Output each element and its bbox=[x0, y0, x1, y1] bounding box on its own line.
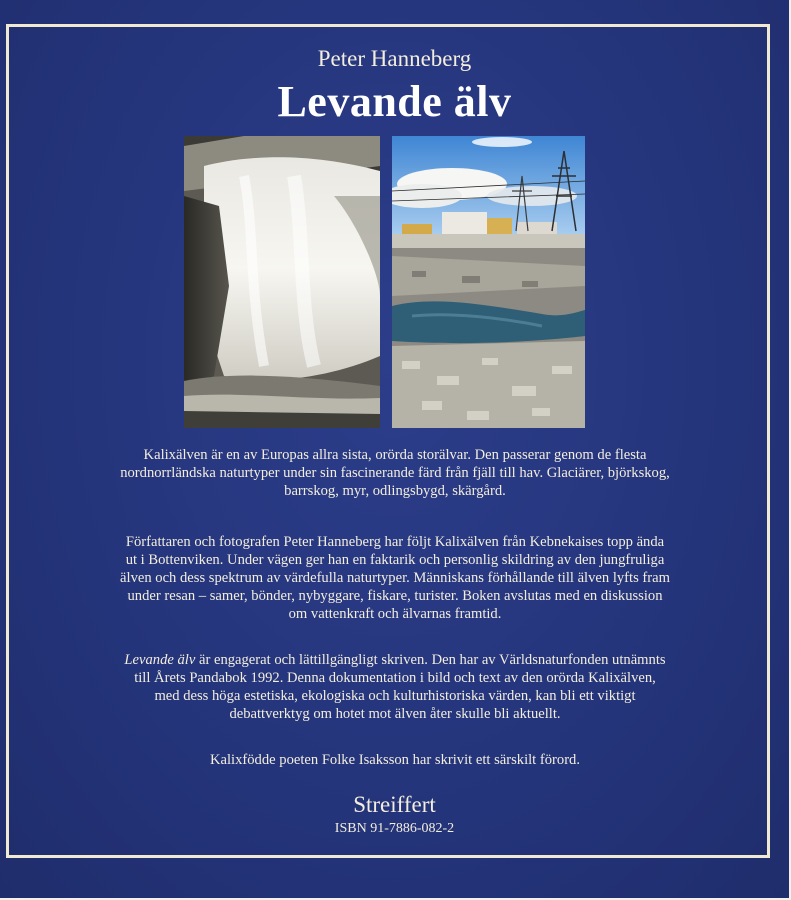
power-station-photo bbox=[392, 136, 585, 428]
power-station-illustration bbox=[392, 136, 585, 428]
book-title: Levande älv bbox=[277, 77, 512, 126]
waterfall-photo bbox=[184, 136, 380, 428]
cover-frame bbox=[6, 24, 770, 858]
blurb-paragraph-4: Kalixfödde poeten Folke Isaksson har skrivit ett särskilt förord. bbox=[209, 752, 581, 768]
blurb-paragraph-1: Kalixälven är en av Europas allra sista, orörda storälvar. Den passerar genom de flesta nordnorrländska naturtyper under sin fascinerande färd från fjäll till hav. Glaciärer, björkskog, barrskog, myr, odlingsbygd, skärgård. bbox=[120, 447, 670, 499]
blurb-title-reference: Levande älv bbox=[124, 652, 196, 668]
blurb-paragraph-2: Författaren och fotografen Peter Hanneberg har följt Kalixälven från Kebnekaises topp ända ut i Bottenviken. Under vägen ger han en faktarik och personlig skildring av den jungfruliga älven och dess spektrum av värdefulla naturtyper. Människans förhållande till älven lyfts fram under resan – samer, bönder, nybyggare, fiskare, turister. Boken avslutas med en diskussion om vattenkraft och älvarnas framtid. bbox=[120, 534, 670, 622]
isbn-number: ISBN 91-7886-082-2 bbox=[334, 821, 455, 836]
blurb-paragraph-3 bbox=[120, 651, 670, 723]
waterfall-illustration bbox=[184, 136, 380, 428]
author-name: Peter Hanneberg bbox=[317, 46, 472, 71]
blurb-paragraph-3-text: är engagerat och lättillgängligt skriven. Den har av Världsnaturfonden utnämnts till Årets Pandabok 1992. Denna dokumentation i bild och text av den orörda Kalixälven, med dess höga estetiska, ekologiska och kulturhistoriska värden, kan bli ett viktigt debattverktyg om hotet mot älven åter skulle bli aktuellt. bbox=[134, 652, 666, 722]
publisher-name: Streiffert bbox=[353, 792, 436, 817]
